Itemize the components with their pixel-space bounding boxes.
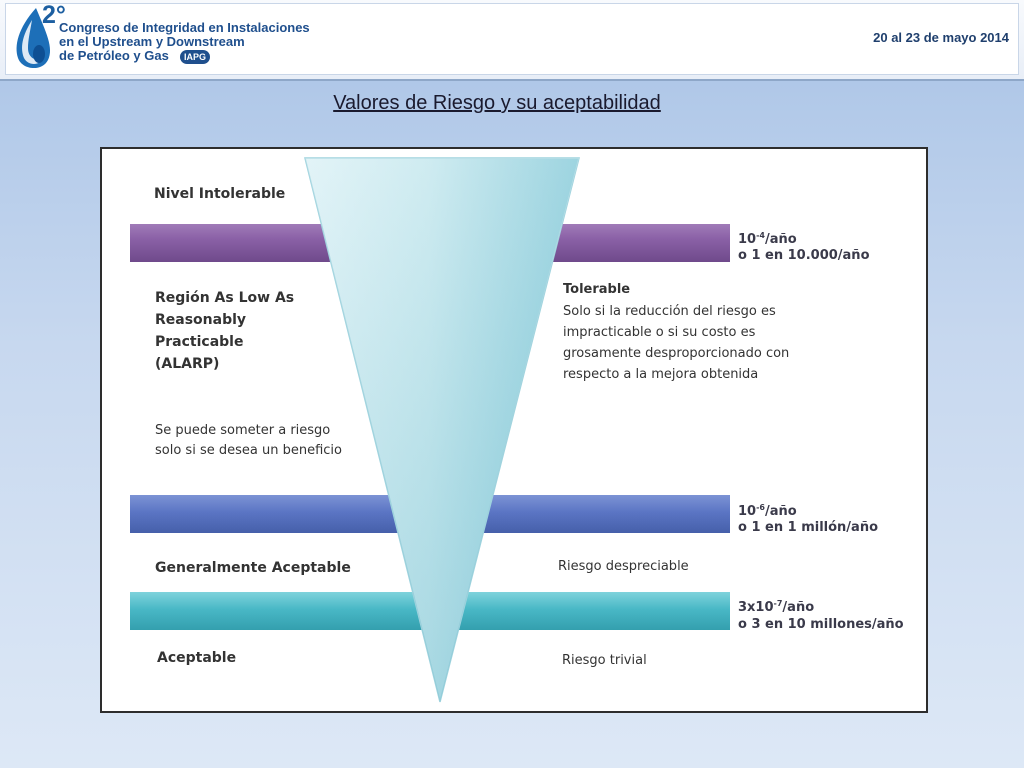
logo-title-line: Congreso de Integridad en Instalaciones (59, 20, 310, 35)
region-label-alarp: Reasonably (155, 312, 247, 328)
region-label-alarp: (ALARP) (155, 356, 220, 372)
frequency-exponent: -6 (756, 503, 765, 512)
frequency-base: 3x10 (738, 600, 774, 615)
tolerable-description: Solo si la reducción del riesgo es (563, 304, 776, 319)
alarp-note: Se puede someter a riesgo (155, 423, 331, 438)
frequency-unit: /año (782, 600, 815, 615)
frequency-unit: /año (764, 232, 797, 247)
logo-title-line: de Petróleo y Gas (59, 48, 169, 63)
region-label-alarp: Practicable (155, 334, 244, 350)
trivial-risk-label: Riesgo trivial (562, 653, 647, 668)
event-date: 20 al 23 de mayo 2014 (873, 30, 1009, 45)
region-label-acceptable: Aceptable (157, 650, 237, 666)
risk-acceptability-diagram (100, 147, 928, 713)
frequency-acceptable (738, 594, 814, 617)
logo-title-line: en el Upstream y Downstream (59, 34, 245, 49)
tolerable-description: respecto a la mejora obtenida (563, 367, 759, 382)
tolerable-title: Tolerable (563, 282, 631, 297)
frequency-acceptable-alt: o 3 en 10 millones/año (738, 617, 904, 632)
frequency-unit: /año (764, 504, 797, 519)
region-label-intolerable: Nivel Intolerable (154, 186, 286, 202)
iapg-logo-badge: IAPG (180, 50, 210, 64)
header-panel (5, 3, 1019, 75)
header-divider (0, 79, 1024, 81)
slide-title: Valores de Riesgo y su aceptabilidad (333, 92, 661, 114)
tolerable-description: impracticable o si su costo es (563, 325, 756, 340)
header-bar (0, 0, 1024, 80)
negligible-risk-label: Riesgo despreciable (558, 559, 689, 574)
frequency-alarp-alt: o 1 en 1 millón/año (738, 520, 879, 535)
tolerable-description: grosamente desproporcionado con (563, 346, 790, 361)
region-label-generally-acceptable: Generalmente Aceptable (155, 560, 351, 576)
frequency-base: 10 (738, 232, 757, 247)
frequency-exponent: -7 (773, 599, 783, 608)
frequency-base: 10 (738, 504, 757, 519)
region-label-alarp: Región As Low As (155, 290, 295, 306)
frequency-exponent: -4 (756, 231, 765, 240)
logo-edition-number: 2° (42, 1, 66, 29)
alarp-note: solo si se desea un beneficio (155, 443, 342, 458)
frequency-intolerable-alt: o 1 en 10.000/año (738, 248, 870, 263)
